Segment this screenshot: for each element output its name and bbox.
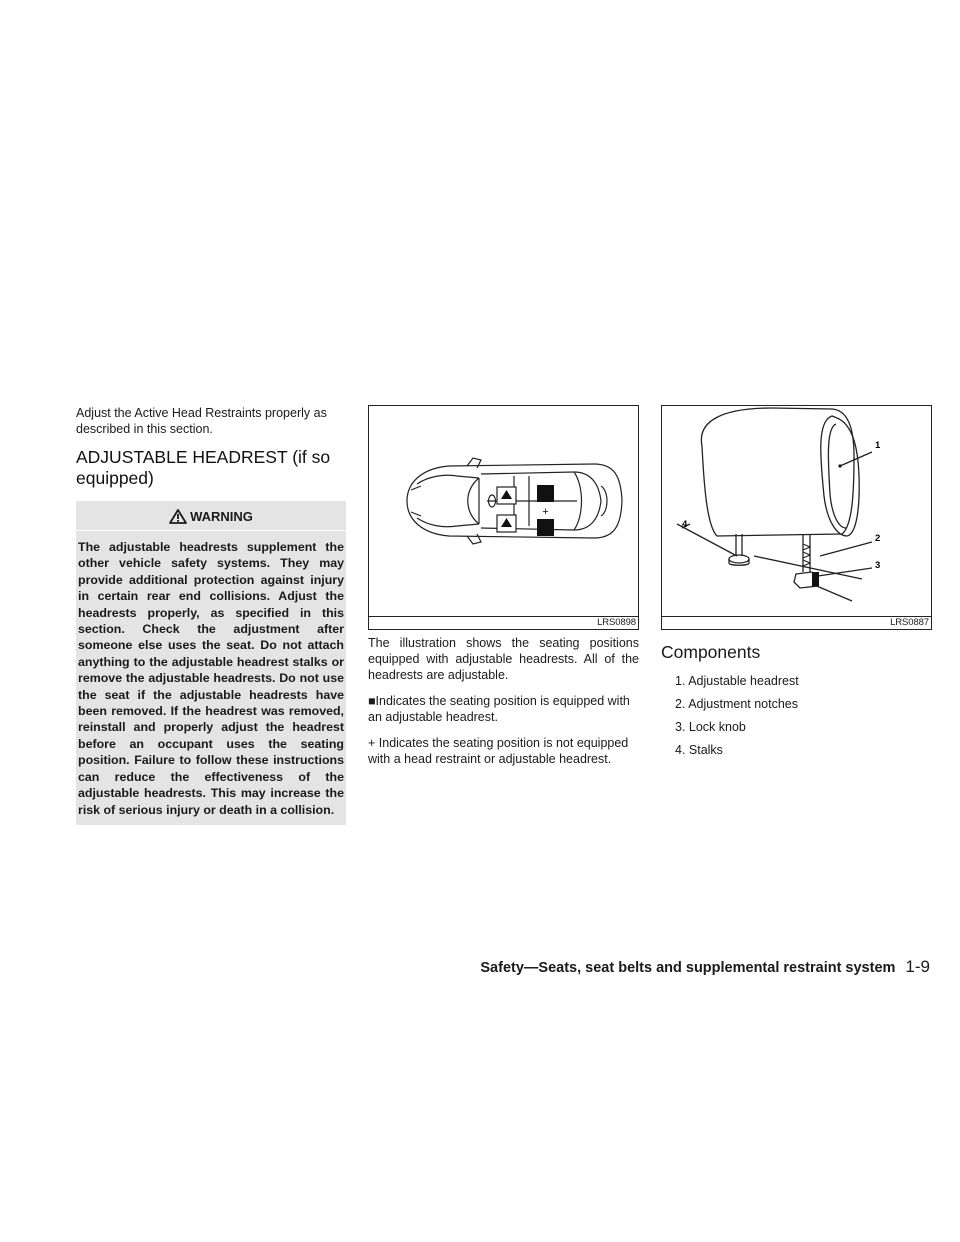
warning-icon [169, 509, 187, 524]
left-column [76, 405, 346, 825]
intro-paragraph: Adjust the Active Head Restraints properly as described in this section. [76, 406, 327, 436]
figure-code: LRS0898 [597, 617, 636, 628]
page-number: 1-9 [905, 957, 930, 976]
callout-3: 3 [875, 560, 881, 571]
headrest-components-figure [661, 405, 932, 630]
components-heading: Components [661, 642, 761, 662]
list-item: 4. Stalks [675, 743, 723, 757]
middle-column [368, 405, 639, 777]
plus-mark: + [542, 506, 549, 518]
section-heading: ADJUSTABLE HEADREST (if so equipped) [76, 447, 331, 488]
figure-code: LRS0887 [890, 617, 929, 628]
warning-box [76, 501, 346, 825]
warning-text: The adjustable headrests supplement the other vehicle safety systems. They may provide additional protection against injury in certain rear end collisions. Adjust the headrests properly, as specified in this section. Check the adjustment after someone else uses the seat. Do not attach anything to the adjustable headrest stalks or remove the adjustable headrests. Do not use the seat if the adjustable headrests have been removed. If the headrest was removed, reinstall and properly adjust the headrest before an occupant uses the seating position. Failure to follow these instructions can reduce the effectiveness of the adjustable headrests. This may increase the risk of serious injury or death in a collision. [78, 540, 344, 817]
callout-4: 4 [682, 519, 688, 530]
seating-positions-figure [368, 405, 639, 630]
warning-title: WARNING [190, 509, 253, 524]
footer-section-title: Safety—Seats, seat belts and supplemental restraint system [480, 960, 896, 976]
right-column [661, 405, 933, 765]
components-list [661, 673, 933, 758]
car-top-view-illustration [369, 406, 638, 616]
equipped-legend: ■Indicates the seating position is equipped with an adjustable headrest. [368, 694, 630, 724]
headrest-illustration [662, 406, 931, 616]
not-equipped-legend: + Indicates the seating position is not equipped with a head restraint or adjustable headrest. [368, 736, 629, 766]
list-item: 1. Adjustable headrest [675, 674, 799, 688]
list-item: 2. Adjustment notches [675, 697, 798, 711]
illustration-paragraph: The illustration shows the seating positions equipped with adjustable headrests. All of the headrests are adjustable. [368, 636, 639, 682]
callout-2: 2 [875, 533, 881, 544]
warning-divider [76, 530, 346, 531]
warning-header [76, 507, 346, 530]
page-footer [480, 957, 930, 977]
callout-1: 1 [875, 440, 881, 451]
list-item: 3. Lock knob [675, 720, 746, 734]
